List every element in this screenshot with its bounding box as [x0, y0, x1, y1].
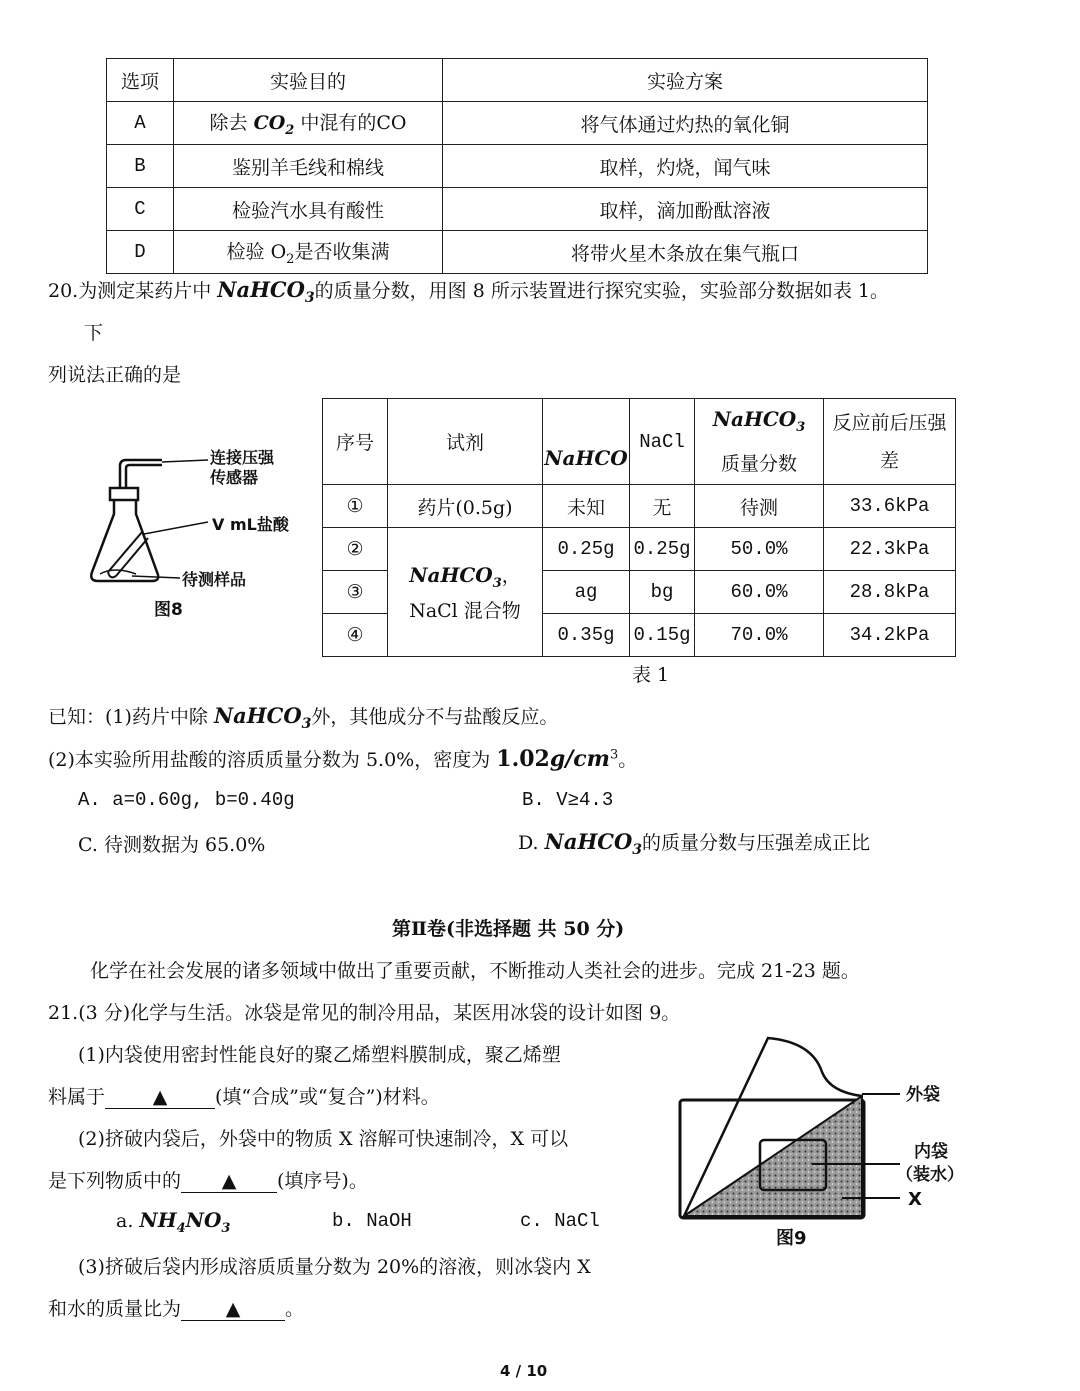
text: 外，其他成分不与盐酸反应。	[311, 706, 559, 728]
value: 1.02	[496, 746, 550, 772]
formula-sub: 3	[304, 289, 315, 306]
fraction-cell: 70.0%	[695, 614, 824, 657]
header-cell: 实验目的	[174, 59, 443, 102]
q21-p1b	[48, 1082, 440, 1109]
formula-sub: 3	[632, 841, 643, 858]
label-x: X	[908, 1189, 922, 1210]
row-number: ②	[323, 528, 388, 571]
label-acid: V mL盐酸	[212, 515, 289, 534]
table-row	[323, 528, 956, 571]
nacl-cell: 0.15g	[630, 614, 695, 657]
answer-blank[interactable]: ▲	[181, 1170, 277, 1193]
data-table-1	[322, 398, 956, 657]
formula-sub: 3	[221, 1220, 231, 1236]
q21-p3b	[48, 1294, 304, 1321]
option-c: C. 待测数据为 65.0%	[78, 834, 266, 856]
figure-8-caption: 图8	[154, 600, 183, 620]
known-2	[48, 745, 637, 772]
option-cell: D	[107, 231, 174, 274]
table-row	[107, 188, 928, 231]
figure-9-icepack	[672, 1036, 872, 1226]
leader-line	[144, 522, 208, 534]
q21-option-c: c. NaCl	[520, 1210, 600, 1232]
unit-sup: 3	[609, 747, 619, 763]
option-a: A. a=0.60g, b=0.40g	[78, 789, 295, 811]
header-cell	[695, 399, 824, 485]
header-text: 反应前后压强	[832, 411, 947, 434]
formula: NaHCO	[712, 407, 797, 432]
nahco3-cell: 未知	[543, 485, 630, 528]
pressure-cell: 28.8kPa	[824, 571, 956, 614]
mixture-cell	[388, 528, 543, 657]
figure-9-leaders	[872, 1092, 902, 1202]
leader-line	[132, 576, 180, 578]
plan-cell: 取样，滴加酚酞溶液	[443, 188, 928, 231]
purpose-text: 除去	[209, 112, 254, 135]
pressure-cell: 22.3kPa	[824, 528, 956, 571]
q20-line2: 下	[84, 322, 104, 344]
text: 已知：(1)药片中除	[48, 706, 214, 728]
answer-blank[interactable]: ▲	[105, 1086, 215, 1109]
text: D.	[518, 832, 545, 854]
formula-sub: 2	[286, 251, 295, 267]
table-row	[107, 102, 928, 145]
formula: CO	[253, 112, 286, 135]
fraction-cell: 待测	[695, 485, 824, 528]
option-cell: A	[107, 102, 174, 145]
nahco3-cell: ag	[543, 571, 630, 614]
formula: NH	[139, 1208, 177, 1232]
label-sensor	[210, 448, 274, 488]
q20-line3: 列说法正确的是	[48, 364, 182, 386]
fraction-cell: 60.0%	[695, 571, 824, 614]
formula: NaHCO	[409, 562, 493, 587]
formula: NaHCO	[544, 829, 633, 854]
header-text: 质量分数	[720, 452, 797, 475]
section-2-title: 第Ⅱ卷(非选择题 共 50 分)	[392, 918, 625, 940]
text: 和水的质量比为	[48, 1298, 182, 1320]
header-cell	[824, 399, 956, 485]
text: ，	[501, 564, 521, 587]
q21-p2b	[48, 1166, 368, 1193]
text: (填“合成”或“复合”)材料。	[215, 1086, 440, 1108]
leader-line	[162, 460, 208, 462]
plan-cell: 取样，灼烧，闻气味	[443, 145, 928, 188]
label-inner-bag: 内袋	[914, 1142, 948, 1162]
known-1	[48, 702, 558, 732]
option-cell: B	[107, 145, 174, 188]
option-b: B. V≥4.3	[522, 789, 614, 811]
formula-sub: 2	[285, 122, 295, 138]
text: 。	[618, 749, 638, 771]
nahco3-cell: 0.25g	[543, 528, 630, 571]
header-cell: 选项	[107, 59, 174, 102]
label-outer-bag: 外袋	[906, 1085, 940, 1105]
header-cell: 序号	[323, 399, 388, 485]
label-inner-bag-water: （装水）	[896, 1165, 964, 1185]
table-row	[323, 485, 956, 528]
row-number: ①	[323, 485, 388, 528]
formula: NaHCO	[217, 277, 305, 302]
flask-icon	[91, 460, 162, 581]
text: 是下列物质中的	[48, 1170, 182, 1192]
nahco3-cell: 0.35g	[543, 614, 630, 657]
table-1-caption: 表 1	[632, 664, 670, 686]
reagent-cell: 药片(0.5g)	[388, 485, 543, 528]
label-text: 连接压强	[210, 448, 275, 467]
fraction-cell: 50.0%	[695, 528, 824, 571]
q21-option-b: b. NaOH	[332, 1210, 412, 1232]
q21-p2a: (2)挤破内袋后，外袋中的物质 X 溶解可快速制冷，X 可以	[78, 1128, 569, 1150]
row-number: ④	[323, 614, 388, 657]
pressure-cell: 34.2kPa	[824, 614, 956, 657]
table-header-row	[107, 59, 928, 102]
answer-blank[interactable]: ▲	[181, 1298, 285, 1321]
label-sample: 待测样品	[182, 570, 247, 589]
nacl-cell: 无	[630, 485, 695, 528]
q20-intro: 20.为测定某药片中	[48, 280, 218, 302]
formula-sub: 3	[796, 419, 806, 435]
option-cell: C	[107, 188, 174, 231]
q20-stem	[48, 276, 889, 306]
plan-cell: 将气体通过灼热的氧化铜	[443, 102, 928, 145]
formula: NaHCO	[544, 446, 628, 470]
formula: NO	[185, 1208, 222, 1232]
label-text: 传感器	[210, 468, 259, 487]
formula-sub: 3	[301, 715, 312, 732]
text: 料属于	[48, 1086, 106, 1108]
nacl-cell: 0.25g	[630, 528, 695, 571]
icepack-icon	[680, 1038, 864, 1218]
q21-stem: 21.(3 分)化学与生活。冰袋是常见的制冷用品，某医用冰袋的设计如图 9。	[48, 1002, 681, 1024]
experiment-options-table	[106, 58, 928, 274]
row-number: ③	[323, 571, 388, 614]
section-2-intro: 化学在社会发展的诸多领域中做出了重要贡献，不断推动人类社会的进步。完成 21-23 题。	[90, 960, 860, 982]
text: 。	[285, 1298, 305, 1320]
page-number: 4 / 10	[500, 1362, 548, 1380]
header-cell: 实验方案	[443, 59, 928, 102]
table-row	[107, 145, 928, 188]
text: (2)本实验所用盐酸的溶质质量分数为 5.0%，密度为	[48, 749, 497, 771]
header-cell	[543, 399, 630, 485]
formula: NaHCO	[213, 703, 302, 728]
purpose-cell	[174, 102, 443, 145]
text: (填序号)。	[277, 1170, 368, 1192]
plan-cell: 将带火星木条放在集气瓶口	[443, 231, 928, 274]
purpose-text: 检验 O	[226, 241, 287, 264]
q21-p1a: (1)内袋使用密封性能良好的聚乙烯塑料膜制成，聚乙烯塑	[78, 1044, 561, 1066]
purpose-cell: 检验汽水具有酸性	[174, 188, 443, 231]
unit: g/cm	[549, 746, 610, 772]
header-cell: 试剂	[388, 399, 543, 485]
q20-intro: 的质量分数，用图 8 所示装置进行探究实验，实验部分数据如表 1。	[314, 280, 889, 302]
purpose-cell: 鉴别羊毛线和棉线	[174, 145, 443, 188]
nacl-cell: bg	[630, 571, 695, 614]
text: 的质量分数与压强差成正比	[642, 832, 871, 854]
formula-sub: 3	[492, 575, 502, 591]
text: a.	[116, 1210, 140, 1232]
figure-9-caption: 图9	[776, 1228, 807, 1249]
header-cell: NaCl	[630, 399, 695, 485]
pressure-cell: 33.6kPa	[824, 485, 956, 528]
purpose-text: 是否收集满	[294, 241, 390, 264]
text: NaCl 混合物	[409, 600, 521, 623]
formula-sub: 4	[176, 1220, 186, 1236]
purpose-cell	[174, 231, 443, 274]
q21-option-a	[116, 1208, 230, 1236]
option-d	[518, 828, 870, 858]
purpose-text: 中混有的CO	[294, 112, 407, 135]
table-header-row	[323, 399, 956, 485]
header-text: 差	[879, 449, 899, 472]
q21-p3a: (3)挤破后袋内形成溶质质量分数为 20%的溶液，则冰袋内 X	[78, 1256, 591, 1278]
table-row	[107, 231, 928, 274]
